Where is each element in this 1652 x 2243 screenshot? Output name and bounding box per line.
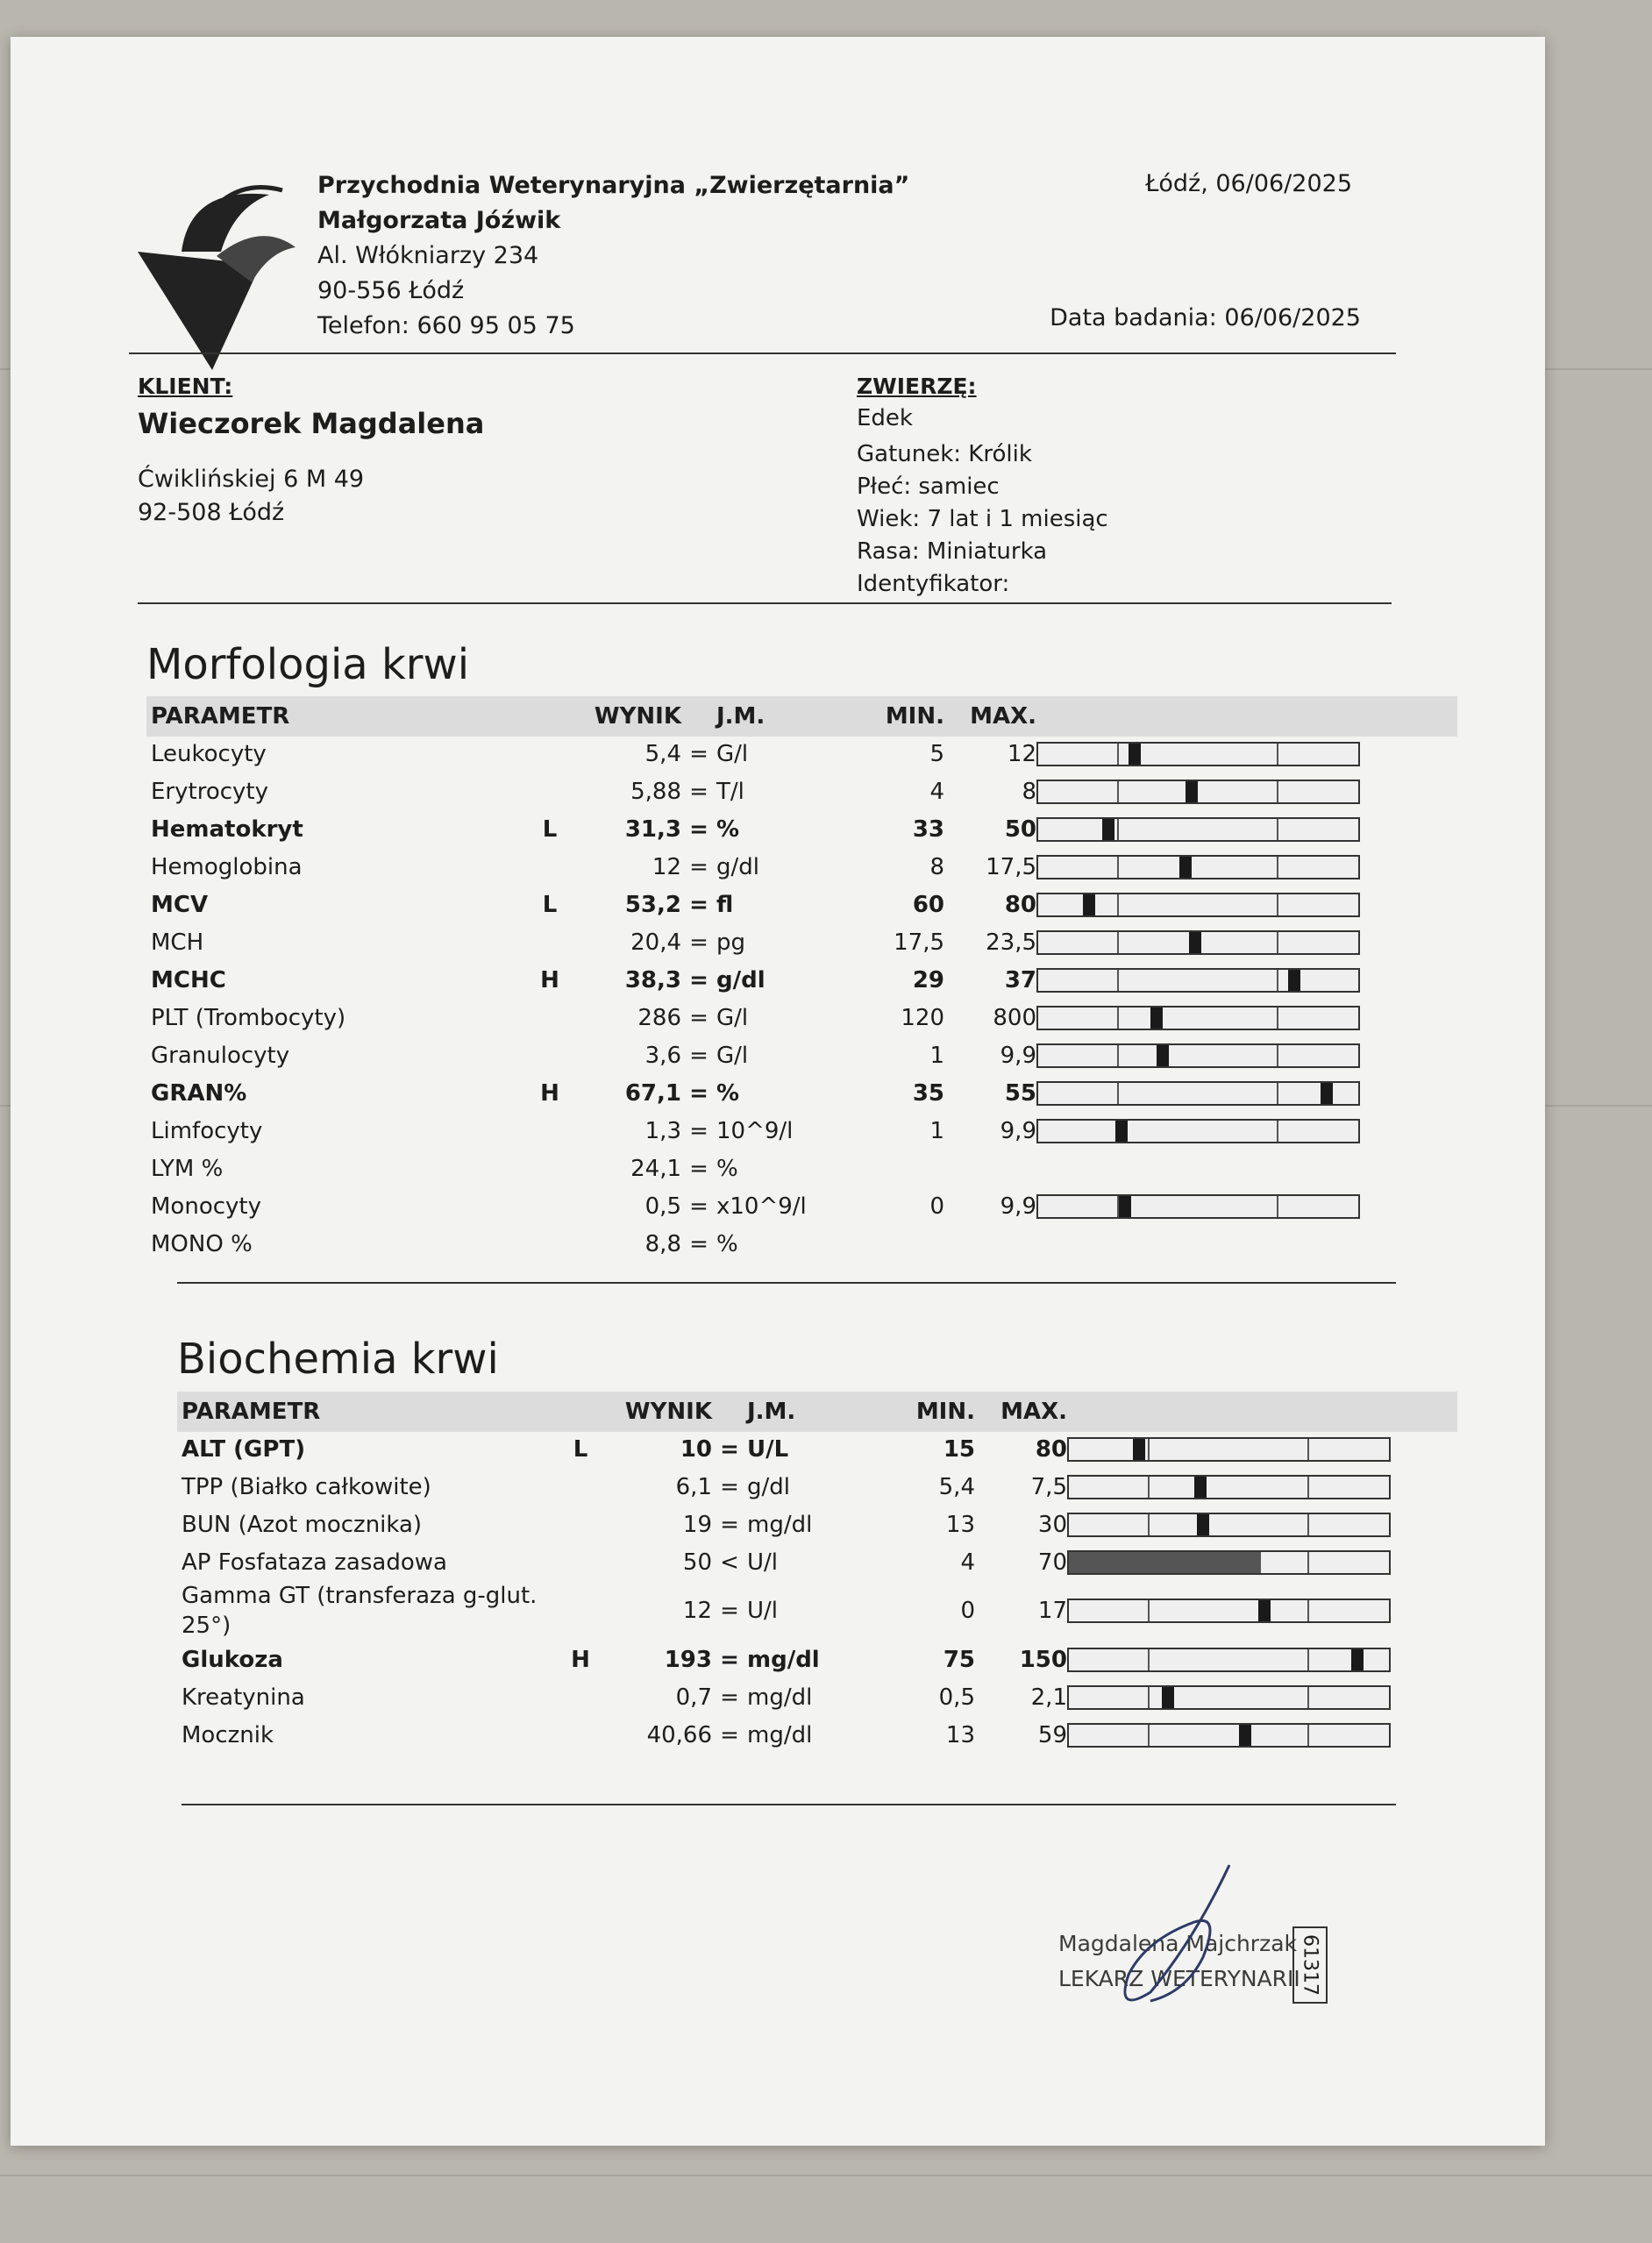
result-unit: mg/dl	[747, 1684, 813, 1711]
result-value: 31,3	[624, 815, 681, 843]
range-min: 4	[929, 778, 944, 805]
doctor-name: Magdalena Majchrzak	[1058, 1931, 1298, 1956]
clinic-header	[317, 168, 909, 344]
result-unit: x10^9/l	[716, 1193, 807, 1220]
result-row	[151, 999, 1370, 1036]
range-min: 4	[960, 1549, 975, 1576]
range-bar-cell	[1036, 810, 1370, 848]
range-marker	[1239, 1725, 1251, 1746]
signature-scribble	[1098, 1861, 1256, 2019]
range-min	[830, 1225, 944, 1263]
result-row	[151, 1225, 1370, 1263]
result-value: 8,8	[644, 1230, 681, 1257]
range-indicator	[1067, 1685, 1391, 1710]
param-name: Gamma GT (transferaza g-glut. 25°)	[182, 1583, 538, 1639]
result-unit: 10^9/l	[716, 1117, 794, 1144]
param-name: MONO %	[151, 1230, 253, 1257]
comparison-sign: <	[720, 1549, 739, 1576]
range-indicator	[1036, 742, 1360, 766]
range-max: 30	[1037, 1511, 1067, 1538]
result-value: 0,7	[675, 1684, 712, 1711]
clinic-logo-icon	[129, 168, 304, 370]
result-row	[151, 1150, 1370, 1187]
result-unit: g/dl	[747, 1473, 790, 1500]
range-min: 29	[912, 966, 944, 993]
range-bar-cell	[1036, 1112, 1370, 1150]
result-value: 24,1	[630, 1155, 681, 1182]
range-max: 80	[1004, 891, 1036, 918]
abnormal-flag	[523, 1225, 576, 1263]
header-unit: J.M.	[716, 703, 765, 730]
result-value: 0,5	[644, 1193, 681, 1220]
result-row	[151, 886, 1370, 923]
range-bar-cell	[1036, 886, 1370, 923]
range-bar-cell	[1067, 1506, 1400, 1543]
range-indicator	[1067, 1475, 1391, 1499]
range-indicator	[1036, 1194, 1360, 1219]
param-name: Hemoglobina	[151, 853, 303, 880]
range-indicator	[1067, 1723, 1391, 1748]
comparison-sign: =	[689, 966, 709, 993]
exam-date: Data badania: 06/06/2025	[1050, 304, 1361, 331]
result-unit: U/l	[747, 1598, 779, 1624]
range-marker	[1162, 1687, 1174, 1708]
result-value: 12	[652, 853, 681, 880]
range-max: 9,9	[1000, 1117, 1036, 1144]
param-name: Kreatynina	[182, 1684, 305, 1711]
range-min: 13	[945, 1511, 975, 1538]
header-unit: J.M.	[747, 1399, 796, 1425]
range-max: 37	[1004, 966, 1036, 993]
result-unit: g/dl	[716, 853, 759, 880]
comparison-sign: =	[689, 891, 709, 918]
range-min: 1	[929, 1042, 944, 1069]
biochemistry-rows	[182, 1430, 1400, 1754]
comparison-sign: =	[689, 815, 709, 843]
range-indicator	[1036, 1006, 1360, 1030]
result-row	[182, 1543, 1400, 1581]
header-divider	[129, 352, 1396, 354]
range-marker	[1083, 894, 1095, 915]
result-unit: U/l	[747, 1549, 779, 1576]
range-indicator	[1036, 1043, 1360, 1068]
license-stamp	[1292, 1926, 1328, 2004]
morphology-rows	[151, 735, 1370, 1263]
param-name: Limfocyty	[151, 1117, 263, 1144]
result-unit: T/l	[716, 778, 744, 805]
client-divider	[138, 602, 1392, 604]
range-min: 13	[945, 1721, 975, 1748]
abnormal-flag	[523, 848, 576, 886]
result-value: 53,2	[624, 891, 681, 918]
range-min: 15	[943, 1435, 975, 1463]
range-min: 8	[929, 853, 944, 880]
range-min: 120	[901, 1004, 944, 1031]
range-marker	[1189, 932, 1201, 953]
result-value: 5,4	[644, 740, 681, 767]
result-row	[182, 1506, 1400, 1543]
range-max: 23,5	[986, 929, 1036, 956]
range-bar-cell	[1036, 735, 1370, 773]
result-unit: %	[716, 1230, 738, 1257]
abnormal-flag	[523, 773, 576, 810]
param-name: Glukoza	[182, 1646, 283, 1673]
range-min: 75	[943, 1646, 975, 1673]
abnormal-flag	[523, 1150, 576, 1187]
result-unit: %	[716, 815, 740, 843]
range-bar-cell	[1036, 1036, 1370, 1074]
morphology-divider	[177, 1282, 1396, 1284]
comparison-sign: =	[720, 1646, 739, 1673]
result-row	[182, 1468, 1400, 1506]
animal-species: Gatunek: Królik	[857, 441, 1032, 467]
client-name: Wieczorek Magdalena	[138, 407, 485, 440]
range-bar-cell	[1067, 1678, 1400, 1716]
abnormal-flag: L	[542, 891, 558, 918]
range-indicator	[1067, 1599, 1391, 1623]
result-unit: G/l	[716, 1042, 749, 1069]
range-min: 35	[912, 1079, 944, 1107]
param-name: MCV	[151, 891, 209, 918]
result-unit: mg/dl	[747, 1721, 813, 1748]
animal-name: Edek	[857, 405, 913, 431]
header-min: MIN.	[915, 1399, 975, 1425]
range-max: 80	[1035, 1435, 1067, 1463]
param-name: Monocyty	[151, 1193, 261, 1220]
comparison-sign: =	[689, 778, 709, 805]
result-value: 6,1	[675, 1473, 712, 1500]
header-result: WYNIK	[594, 703, 681, 730]
result-row	[151, 1036, 1370, 1074]
range-indicator	[1036, 1081, 1360, 1106]
comparison-sign: =	[689, 929, 709, 956]
range-bar-cell	[1036, 923, 1370, 961]
range-min: 5,4	[938, 1473, 975, 1500]
range-bar-cell	[1067, 1641, 1400, 1678]
range-marker	[1186, 781, 1198, 802]
range-max	[944, 1150, 1036, 1187]
range-marker	[1150, 1008, 1163, 1029]
range-fill	[1069, 1552, 1261, 1573]
param-name: TPP (Białko całkowite)	[182, 1473, 431, 1500]
param-name: PLT (Trombocyty)	[151, 1004, 346, 1031]
client-block	[138, 370, 484, 530]
range-min: 5	[929, 740, 944, 767]
result-unit: mg/dl	[747, 1646, 820, 1673]
header-result: WYNIK	[624, 1399, 712, 1425]
result-unit: G/l	[716, 740, 749, 767]
result-row	[182, 1430, 1400, 1468]
range-bar-cell	[1036, 999, 1370, 1036]
range-indicator	[1067, 1437, 1391, 1462]
comparison-sign: =	[720, 1598, 739, 1624]
param-name: MCHC	[151, 966, 226, 993]
comparison-sign: =	[720, 1721, 739, 1748]
range-indicator	[1067, 1550, 1391, 1575]
range-marker	[1258, 1600, 1271, 1621]
comparison-sign: =	[720, 1684, 739, 1711]
result-value: 19	[682, 1511, 712, 1538]
result-row	[151, 735, 1370, 773]
abnormal-flag	[554, 1506, 607, 1543]
comparison-sign: =	[689, 853, 709, 880]
range-max: 59	[1037, 1721, 1067, 1748]
animal-breed: Rasa: Miniaturka	[857, 538, 1048, 565]
result-row	[182, 1678, 1400, 1716]
header-max: MAX.	[1000, 1399, 1067, 1425]
result-unit: U/L	[747, 1435, 789, 1463]
header-param: PARAMETR	[182, 1399, 321, 1425]
range-min: 0,5	[938, 1684, 975, 1711]
result-value: 20,4	[630, 929, 681, 956]
result-value: 286	[637, 1004, 681, 1031]
result-unit: mg/dl	[747, 1511, 813, 1538]
range-marker	[1321, 1083, 1333, 1104]
result-row	[151, 961, 1370, 999]
range-bar-cell	[1036, 961, 1370, 999]
biochemistry-divider	[182, 1804, 1396, 1805]
result-row	[182, 1581, 1400, 1641]
doctor-title: LEKARZ WETERYNARII	[1058, 1966, 1300, 1991]
range-max: 150	[1019, 1646, 1067, 1673]
section-title-biochemistry: Biochemia krwi	[177, 1335, 499, 1384]
result-value: 12	[682, 1598, 712, 1624]
result-unit: g/dl	[716, 966, 765, 993]
result-row	[151, 810, 1370, 848]
client-street: Ćwiklińskiej 6 M 49	[138, 466, 365, 493]
abnormal-flag: H	[571, 1646, 590, 1673]
comparison-sign: =	[689, 1042, 709, 1069]
range-max: 17	[1037, 1598, 1067, 1624]
range-marker	[1351, 1649, 1364, 1670]
header-max: MAX.	[970, 703, 1036, 730]
abnormal-flag	[554, 1678, 607, 1716]
abnormal-flag: L	[542, 815, 558, 843]
clinic-phone: Telefon: 660 95 05 75	[317, 312, 575, 339]
result-row	[151, 923, 1370, 961]
result-unit: %	[716, 1155, 738, 1182]
range-bar-cell	[1067, 1430, 1400, 1468]
comparison-sign: =	[720, 1473, 739, 1500]
comparison-sign: =	[720, 1435, 739, 1463]
param-name: BUN (Azot mocznika)	[182, 1511, 423, 1538]
range-max: 7,5	[1030, 1473, 1067, 1500]
range-max: 55	[1004, 1079, 1036, 1107]
stamp-number: 61317	[1299, 1934, 1321, 1996]
result-row	[151, 1074, 1370, 1112]
header-min: MIN.	[885, 703, 944, 730]
range-marker	[1197, 1514, 1209, 1535]
abnormal-flag	[554, 1716, 607, 1754]
range-max: 9,9	[1000, 1193, 1036, 1220]
biochemistry-table	[182, 1393, 1400, 1754]
clinic-street: Al. Włókniarzy 234	[317, 242, 539, 269]
comparison-sign: =	[689, 1004, 709, 1031]
lab-report-sheet	[11, 37, 1545, 2146]
range-marker	[1157, 1045, 1169, 1066]
range-max: 50	[1004, 815, 1036, 843]
place-date: Łódź, 06/06/2025	[1145, 170, 1352, 197]
range-bar-cell	[1036, 1150, 1370, 1187]
range-indicator	[1036, 780, 1360, 804]
param-name: ALT (GPT)	[182, 1435, 306, 1463]
abnormal-flag	[523, 999, 576, 1036]
range-max: 8	[1022, 778, 1036, 805]
abnormal-flag: L	[573, 1435, 588, 1463]
client-label: KLIENT:	[138, 374, 233, 399]
floor-seam	[0, 2175, 1652, 2176]
range-min: 60	[912, 891, 944, 918]
animal-age: Wiek: 7 lat i 1 miesiąc	[857, 506, 1108, 532]
comparison-sign: =	[689, 1193, 709, 1220]
range-min: 0	[929, 1193, 944, 1220]
range-bar-cell	[1036, 1187, 1370, 1225]
table-header-row	[182, 1393, 1400, 1430]
range-marker	[1179, 857, 1192, 878]
section-title-morphology: Morfologia krwi	[146, 640, 470, 689]
range-max: 9,9	[1000, 1042, 1036, 1069]
animal-sex: Płeć: samiec	[857, 474, 1000, 500]
range-marker	[1119, 1196, 1131, 1217]
range-marker	[1133, 1439, 1145, 1460]
result-unit: %	[716, 1079, 740, 1107]
abnormal-flag: H	[540, 1079, 559, 1107]
result-unit: G/l	[716, 1004, 749, 1031]
range-indicator	[1067, 1513, 1391, 1537]
range-marker	[1194, 1477, 1207, 1498]
range-bar-cell	[1036, 773, 1370, 810]
param-name: Hematokryt	[151, 815, 303, 843]
range-min: 0	[960, 1598, 975, 1624]
result-value: 50	[682, 1549, 712, 1576]
result-unit: pg	[716, 929, 746, 956]
abnormal-flag	[523, 1187, 576, 1225]
result-value: 38,3	[624, 966, 681, 993]
result-value: 3,6	[644, 1042, 681, 1069]
abnormal-flag: H	[540, 966, 559, 993]
range-bar-cell	[1067, 1581, 1400, 1641]
result-row	[151, 1112, 1370, 1150]
client-city: 92-508 Łódź	[138, 499, 285, 526]
abnormal-flag	[523, 735, 576, 773]
comparison-sign: =	[689, 1117, 709, 1144]
range-indicator	[1036, 855, 1360, 879]
range-indicator	[1036, 968, 1360, 993]
range-min: 17,5	[894, 929, 944, 956]
range-bar-cell	[1036, 1225, 1370, 1263]
range-indicator	[1036, 817, 1360, 842]
result-value: 193	[664, 1646, 712, 1673]
param-name: MCH	[151, 929, 204, 956]
range-max: 12	[1007, 740, 1036, 767]
range-min: 33	[912, 815, 944, 843]
range-max	[944, 1225, 1036, 1263]
range-marker	[1115, 1121, 1128, 1142]
param-name: Erytrocyty	[151, 778, 268, 805]
range-min	[830, 1150, 944, 1187]
range-bar-cell	[1036, 1074, 1370, 1112]
header-param: PARAMETR	[151, 703, 290, 730]
result-row	[151, 1187, 1370, 1225]
comparison-sign: =	[689, 1079, 709, 1107]
range-bar-cell	[1036, 848, 1370, 886]
result-row	[151, 773, 1370, 810]
param-name: Granulocyty	[151, 1042, 290, 1069]
morphology-table	[151, 698, 1370, 1263]
range-min: 1	[929, 1117, 944, 1144]
animal-id: Identyfikator:	[857, 571, 1010, 597]
range-indicator	[1036, 1119, 1360, 1143]
param-name: Mocznik	[182, 1721, 274, 1748]
param-name: GRAN%	[151, 1079, 247, 1107]
range-max: 800	[993, 1004, 1036, 1031]
abnormal-flag	[554, 1581, 607, 1641]
range-bar-cell	[1067, 1543, 1400, 1581]
result-value: 10	[680, 1435, 712, 1463]
result-row	[151, 848, 1370, 886]
abnormal-flag	[554, 1468, 607, 1506]
range-marker	[1288, 970, 1300, 991]
range-indicator	[1067, 1648, 1391, 1672]
result-value: 1,3	[644, 1117, 681, 1144]
clinic-city: 90-556 Łódź	[317, 277, 465, 304]
range-marker	[1129, 744, 1141, 765]
result-unit: fl	[716, 891, 734, 918]
abnormal-flag	[523, 923, 576, 961]
result-row	[182, 1641, 1400, 1678]
result-row	[182, 1716, 1400, 1754]
comparison-sign: =	[720, 1511, 739, 1538]
clinic-name: Przychodnia Weterynaryjna „Zwierzętarnia”	[317, 172, 910, 199]
range-bar-cell	[1067, 1468, 1400, 1506]
range-max: 2,1	[1030, 1684, 1067, 1711]
range-max: 70	[1037, 1549, 1067, 1576]
table-header-row	[151, 698, 1370, 735]
param-name: AP Fosfataza zasadowa	[182, 1549, 447, 1576]
abnormal-flag	[523, 1036, 576, 1074]
abnormal-flag	[554, 1543, 607, 1581]
result-value: 67,1	[624, 1079, 681, 1107]
range-max: 17,5	[986, 853, 1036, 880]
animal-block	[857, 370, 1108, 601]
result-value: 40,66	[646, 1721, 712, 1748]
comparison-sign: =	[689, 740, 709, 767]
param-name: Leukocyty	[151, 740, 267, 767]
range-indicator	[1036, 893, 1360, 917]
range-marker	[1102, 819, 1114, 840]
abnormal-flag	[523, 1112, 576, 1150]
result-value: 5,88	[630, 778, 681, 805]
comparison-sign: =	[689, 1230, 709, 1257]
param-name: LYM %	[151, 1155, 224, 1182]
comparison-sign: =	[689, 1155, 709, 1182]
range-indicator	[1036, 930, 1360, 955]
animal-label: ZWIERZĘ:	[857, 374, 977, 399]
clinic-owner: Małgorzata Jóźwik	[317, 207, 561, 234]
range-bar-cell	[1067, 1716, 1400, 1754]
